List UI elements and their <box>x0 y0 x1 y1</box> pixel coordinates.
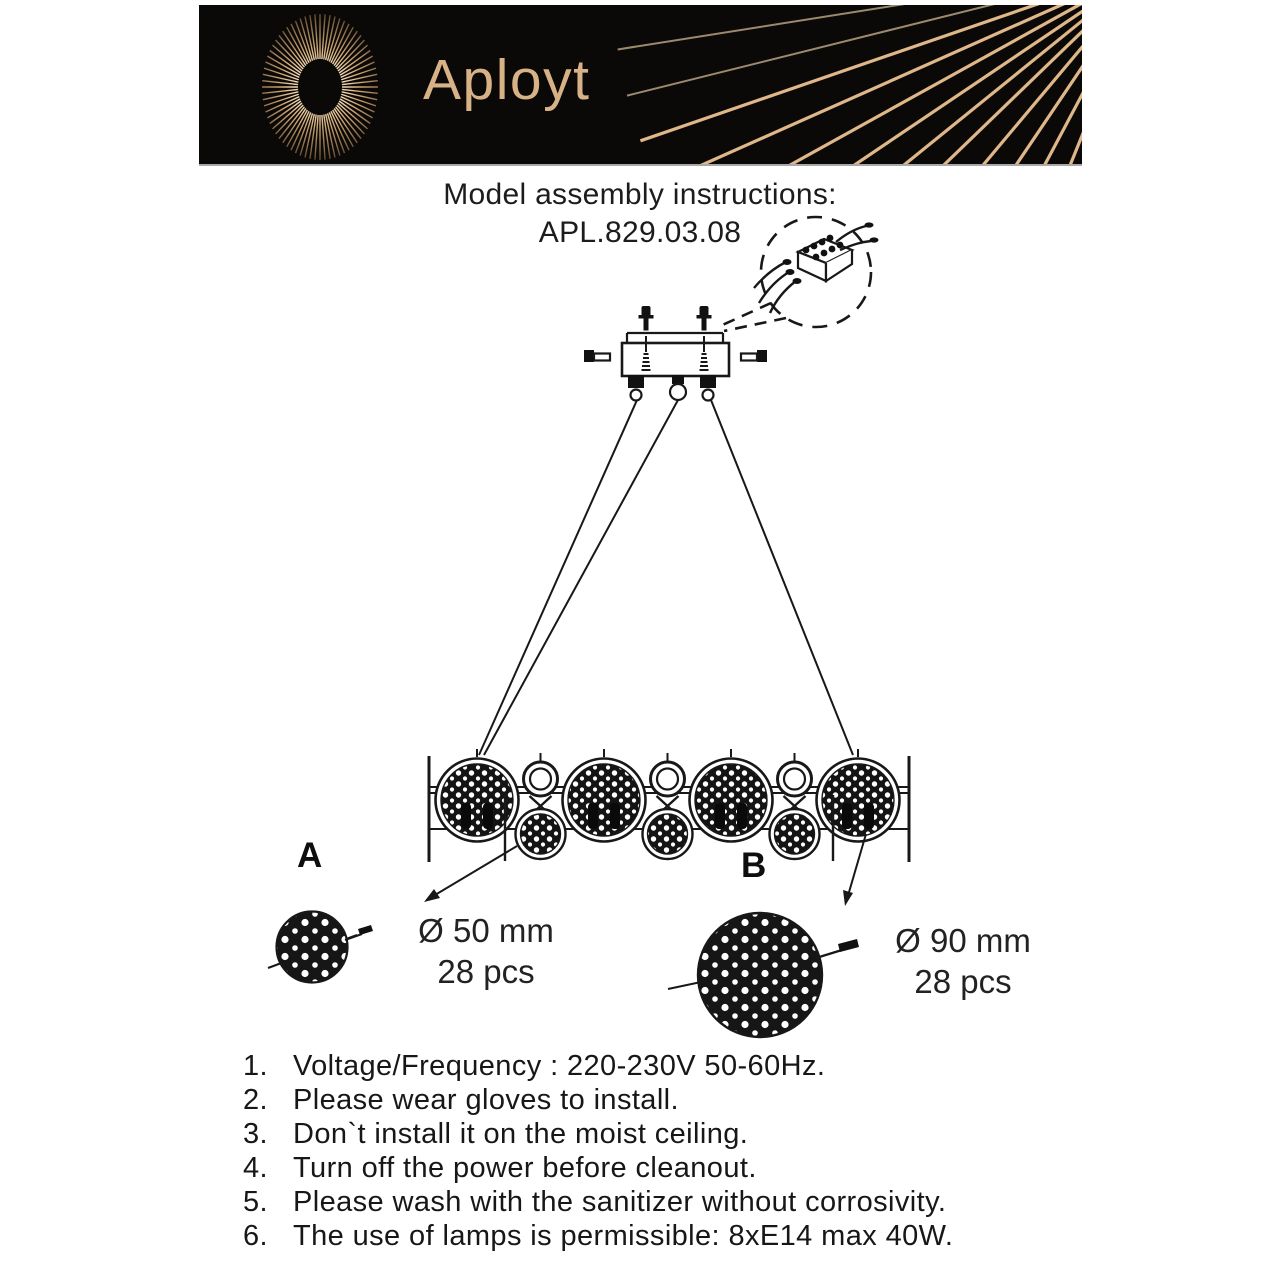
ceiling-mount-drawing <box>584 306 767 401</box>
item-text: Voltage/Frequency : 220-230V 50-60Hz. <box>293 1050 826 1082</box>
sunburst-logo-icon <box>262 14 378 160</box>
item-number: 3. <box>243 1118 268 1150</box>
spec-a-diameter: Ø 50 mm <box>418 912 554 949</box>
spec-b-count: 28 pcs <box>914 963 1012 1000</box>
title-line: Model assembly instructions: <box>443 178 837 211</box>
instruction-item <box>243 1049 1073 1083</box>
item-number: 2. <box>243 1084 268 1116</box>
brand-name: Aployt <box>423 48 591 112</box>
spec-b <box>858 920 1068 1002</box>
sample-ball-b <box>668 913 859 1037</box>
header-band <box>199 5 1082 166</box>
large-balls <box>436 749 900 842</box>
part-label-a: A <box>297 836 323 875</box>
item-text: Don`t install it on the moist ceiling. <box>293 1118 749 1150</box>
suspension-wires <box>479 400 853 755</box>
corner-rays-icon <box>612 5 1082 164</box>
leader-arrow-a <box>424 846 517 902</box>
part-label-b: B <box>741 846 767 885</box>
spec-a <box>381 910 591 992</box>
spec-b-diameter: Ø 90 mm <box>895 922 1031 959</box>
item-text: Please wear gloves to install. <box>293 1084 679 1116</box>
spec-a-count: 28 pcs <box>437 953 535 990</box>
page-title-block <box>0 176 1280 252</box>
header-art <box>199 5 1082 164</box>
instruction-list <box>243 1049 1073 1253</box>
instruction-item <box>243 1083 1073 1117</box>
small-balls <box>516 809 820 859</box>
instruction-item <box>243 1185 1073 1219</box>
instruction-item <box>243 1219 1073 1253</box>
item-number: 5. <box>243 1186 268 1218</box>
instruction-item <box>243 1151 1073 1185</box>
item-number: 4. <box>243 1152 268 1184</box>
mounting-screws-icon <box>639 306 712 331</box>
sample-ball-a <box>268 912 373 983</box>
model-number: APL.829.03.08 <box>538 216 742 249</box>
leader-arrow-b <box>843 834 866 906</box>
instruction-item <box>243 1117 1073 1151</box>
side-screws-icon <box>584 350 767 362</box>
item-number: 6. <box>243 1220 268 1252</box>
item-text: The use of lamps is permissible: 8xE14 max 40W. <box>293 1220 954 1252</box>
item-number: 1. <box>243 1050 268 1082</box>
item-text: Please wash with the sanitizer without corrosivity. <box>293 1186 947 1218</box>
chandelier-body-drawing <box>429 749 909 862</box>
item-text: Turn off the power before cleanout. <box>293 1152 757 1184</box>
